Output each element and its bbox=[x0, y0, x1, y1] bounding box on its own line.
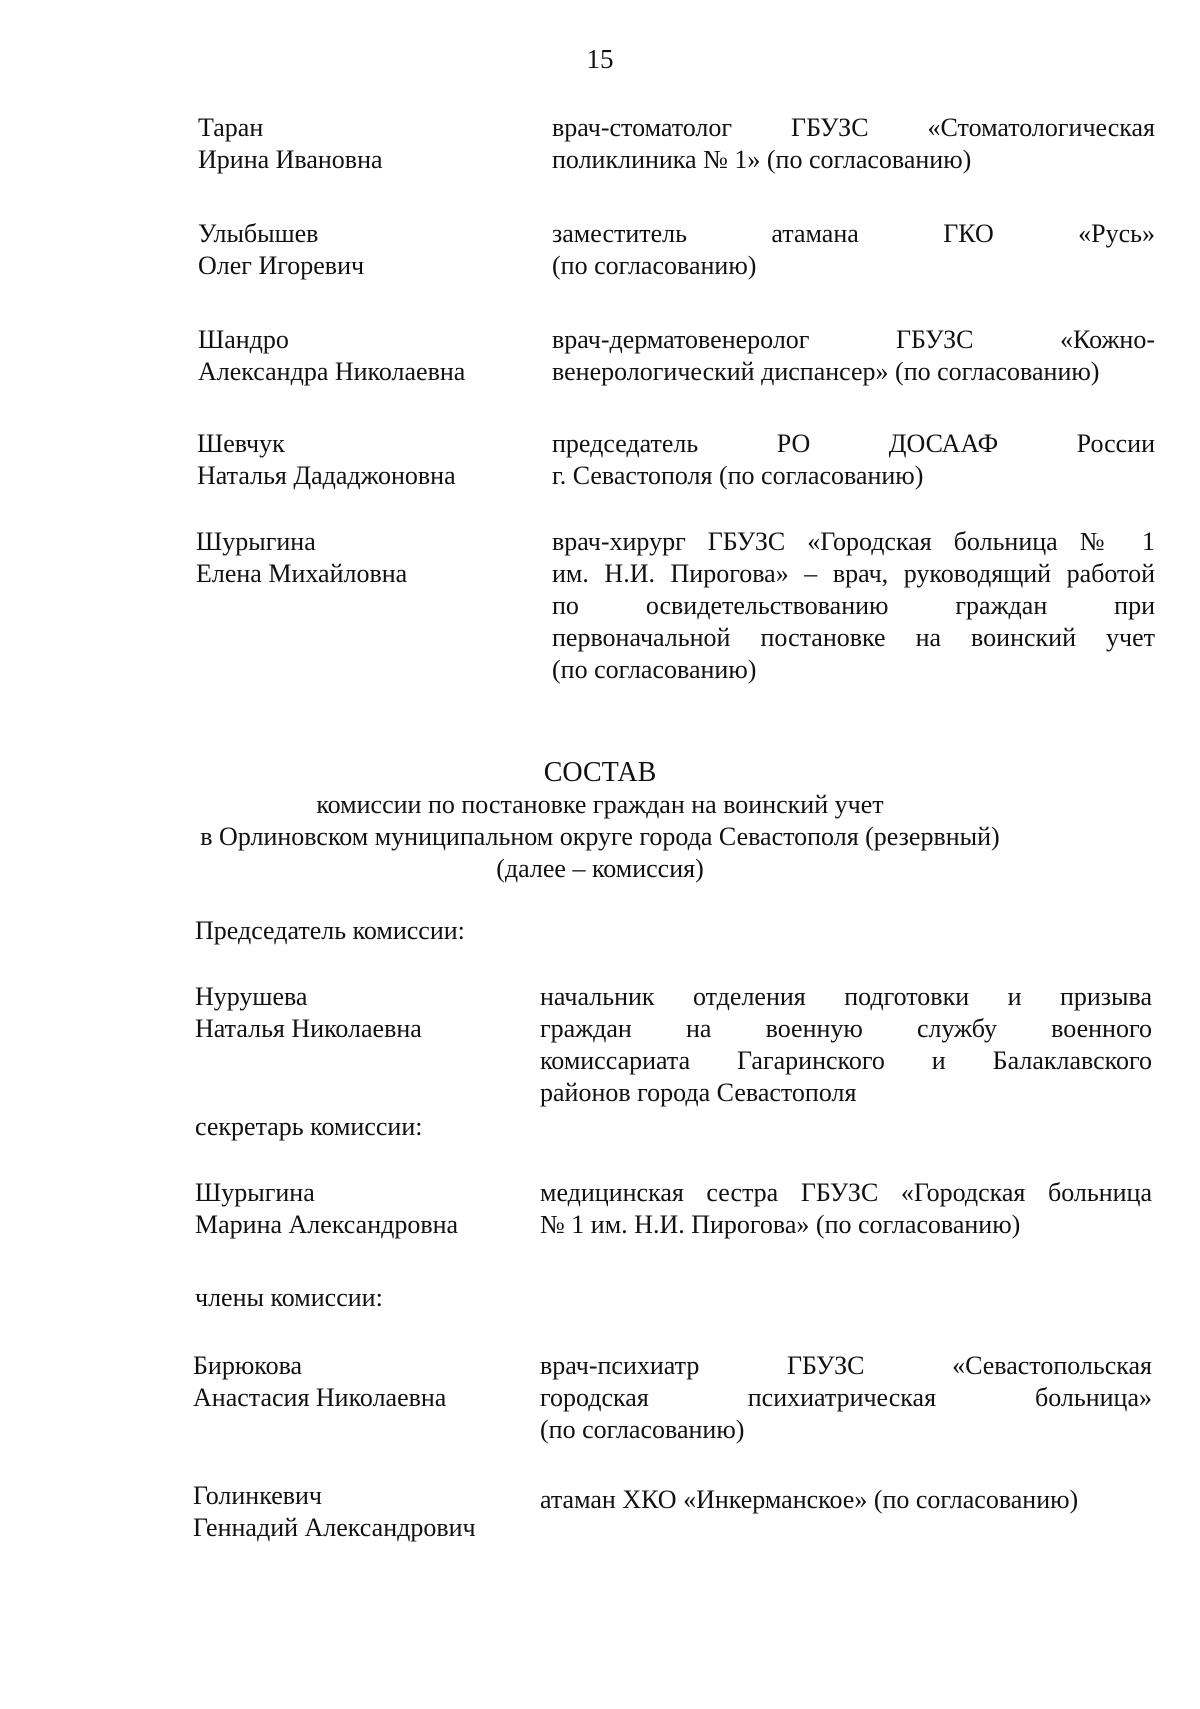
position-line: им. Н.И. Пирогова» – врач, руководящий работой bbox=[552, 559, 1155, 588]
person-surname: Нурушева bbox=[195, 982, 308, 1011]
person-name bbox=[198, 112, 383, 176]
position-line: врач-психиатр ГБУЗС «Севастопольская bbox=[540, 1351, 1152, 1380]
person-given-name: Александра Николаевна bbox=[198, 357, 466, 386]
person-surname: Бирюкова bbox=[193, 1351, 303, 1380]
members-label: члены комиссии: bbox=[195, 1283, 383, 1312]
secretary-label: секретарь комиссии: bbox=[195, 1112, 423, 1141]
heading-line: комиссии по постановке граждан на воинский учет bbox=[316, 790, 884, 819]
position-line: (по согласованию) bbox=[540, 1415, 745, 1444]
person-given-name: Марина Александровна bbox=[195, 1210, 459, 1239]
person-name bbox=[198, 218, 364, 282]
position-line: городская психиатрическая больница» bbox=[540, 1383, 1152, 1412]
person-position bbox=[552, 324, 1155, 388]
person-given-name: Ирина Ивановна bbox=[198, 145, 383, 174]
person-given-name: Наталья Дададжоновна bbox=[197, 461, 456, 490]
person-given-name: Олег Игоревич bbox=[198, 251, 365, 280]
position-line: (по согласованию) bbox=[552, 251, 757, 280]
person-surname: Шевчук bbox=[197, 429, 285, 458]
position-line: комиссариата Гагаринского и Балаклавского bbox=[540, 1046, 1152, 1075]
position-line: граждан на военную службу военного bbox=[540, 1014, 1152, 1043]
person-surname: Улыбышев bbox=[198, 219, 319, 248]
position-line: атаман ХКО «Инкерманское» (по согласованию) bbox=[540, 1485, 1079, 1514]
person-surname: Голинкевич bbox=[193, 1481, 322, 1510]
position-line: врач-дерматовенеролог ГБУЗС «Кожно- bbox=[552, 325, 1155, 354]
person-position bbox=[540, 1350, 1152, 1446]
chairman-label: Председатель комиссии: bbox=[195, 916, 465, 945]
position-line: врач-хирург ГБУЗС «Городская больница № 1 bbox=[552, 527, 1155, 556]
person-name bbox=[193, 1480, 476, 1544]
person-given-name: Наталья Николаевна bbox=[195, 1014, 422, 1043]
position-line: начальник отделения подготовки и призыва bbox=[540, 982, 1152, 1011]
position-line: № 1 им. Н.И. Пирогова» (по согласованию) bbox=[540, 1210, 1021, 1239]
person-name bbox=[193, 1350, 446, 1414]
page-number: 15 bbox=[586, 44, 614, 74]
person-name bbox=[197, 428, 456, 492]
heading-title: СОСТАВ bbox=[543, 757, 657, 788]
heading-line: в Орлиновском муниципальном округе города Севастополя (резервный) bbox=[200, 822, 1000, 851]
position-line: заместитель атамана ГКО «Русь» bbox=[552, 219, 1155, 248]
position-line: поликлиника № 1» (по согласованию) bbox=[552, 145, 972, 174]
position-line: председатель РО ДОСААФ России bbox=[552, 429, 1155, 458]
person-position bbox=[540, 1484, 1152, 1516]
position-line: по освидетельствованию граждан при bbox=[552, 591, 1155, 620]
position-line: венерологический диспансер» (по согласованию) bbox=[552, 357, 1100, 386]
position-line: г. Севастополя (по согласованию) bbox=[552, 461, 924, 490]
person-surname: Шурыгина bbox=[195, 1178, 315, 1207]
person-position bbox=[552, 112, 1155, 176]
position-line: районов города Севастополя bbox=[540, 1078, 857, 1107]
person-surname: Шурыгина bbox=[196, 527, 316, 556]
person-given-name: Анастасия Николаевна bbox=[193, 1383, 447, 1412]
person-position bbox=[552, 218, 1155, 282]
person-position bbox=[540, 1177, 1152, 1241]
position-line: врач-стоматолог ГБУЗС «Стоматологическая bbox=[552, 113, 1155, 142]
person-given-name: Елена Михайловна bbox=[196, 559, 408, 588]
person-name bbox=[198, 324, 465, 388]
person-name bbox=[195, 1177, 458, 1241]
person-position bbox=[552, 428, 1155, 492]
heading-line: (далее – комиссия) bbox=[496, 854, 704, 883]
position-line: первоначальной постановке на воинский учет bbox=[552, 623, 1155, 652]
person-position bbox=[540, 981, 1152, 1109]
person-name bbox=[196, 526, 407, 590]
person-surname: Шандро bbox=[198, 325, 289, 354]
section-heading bbox=[0, 757, 1200, 885]
position-line: медицинская сестра ГБУЗС «Городская больница bbox=[540, 1178, 1152, 1207]
person-surname: Таран bbox=[198, 113, 264, 142]
person-given-name: Геннадий Александрович bbox=[193, 1513, 476, 1542]
person-position bbox=[552, 526, 1155, 686]
position-line: (по согласованию) bbox=[552, 655, 757, 684]
person-name bbox=[195, 981, 422, 1045]
